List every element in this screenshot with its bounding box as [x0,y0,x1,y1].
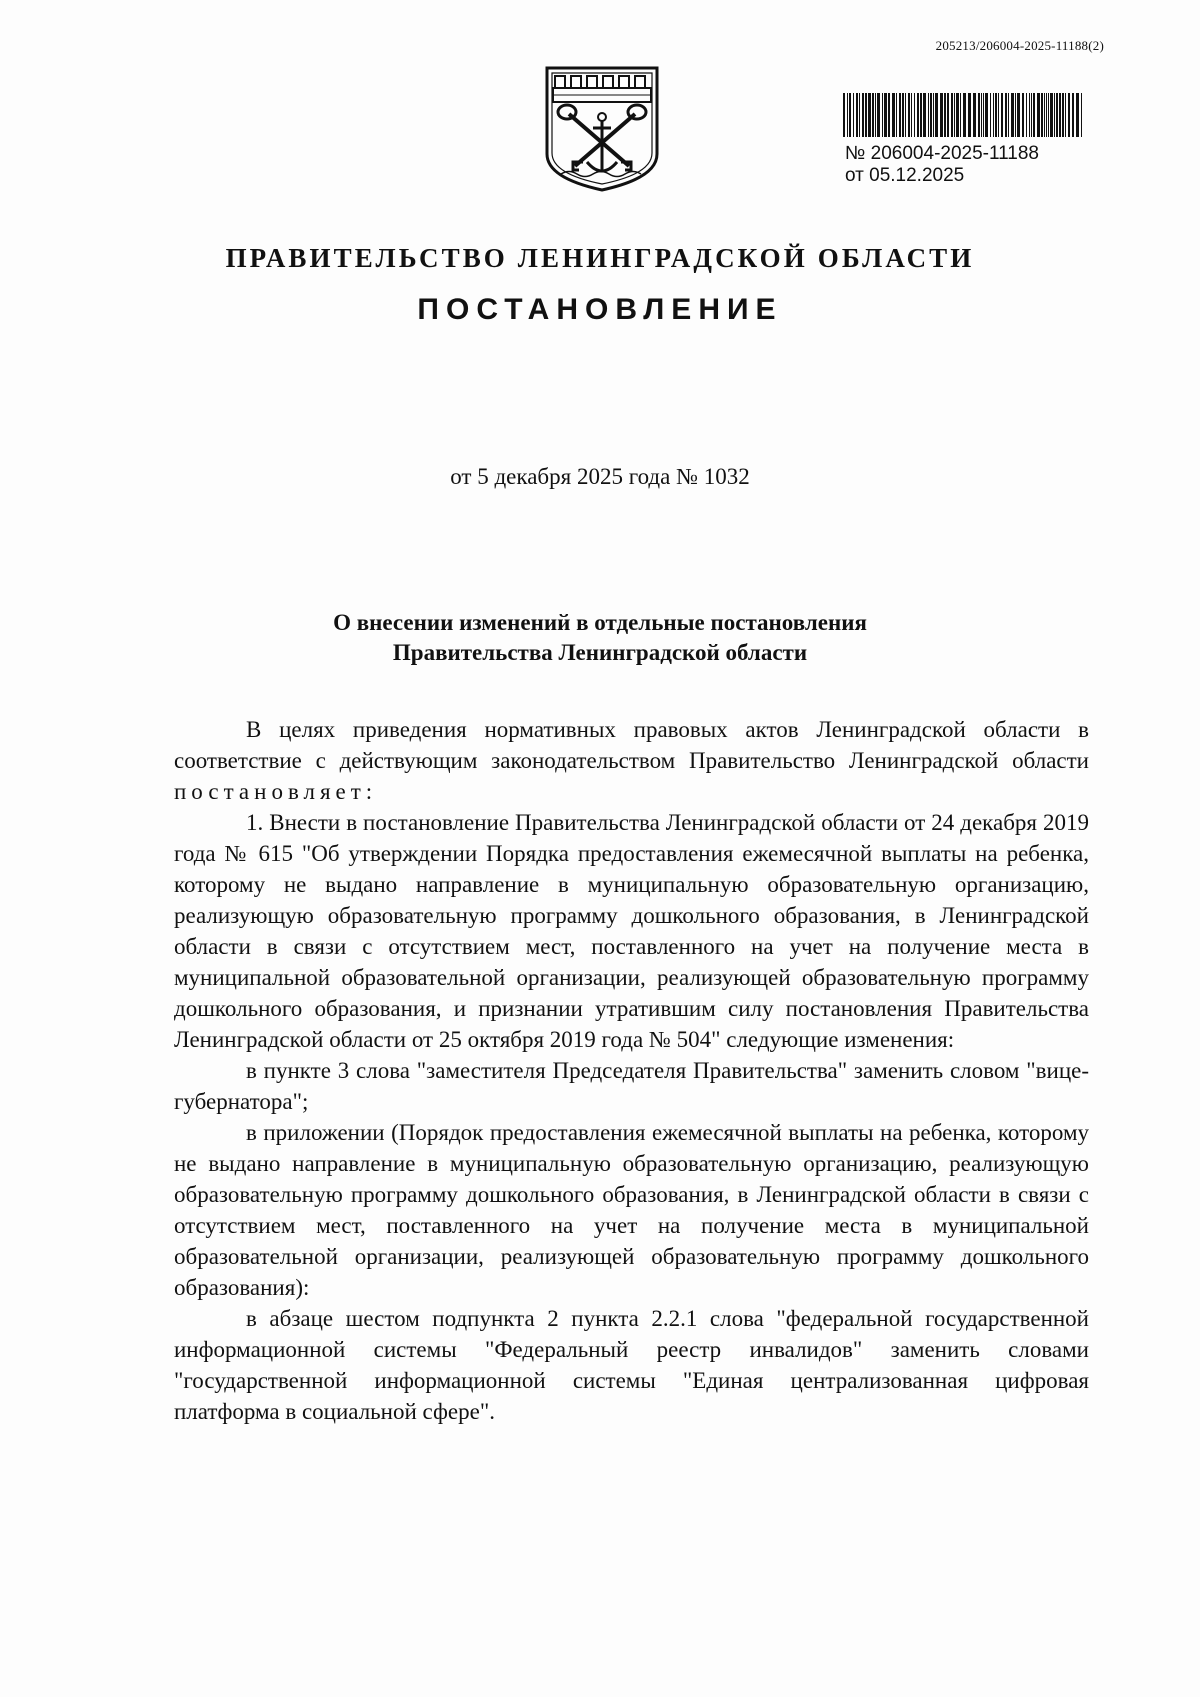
barcode-bar [998,93,999,137]
barcode-bar [951,93,953,137]
barcode-bar [981,93,982,137]
barcode-bar [1081,93,1082,137]
barcode-bar [985,93,988,137]
barcode-bar [1041,93,1043,137]
barcode-bar [1008,93,1009,137]
barcode-bar [902,93,904,137]
barcode-bar [983,93,984,137]
barcode-bar [908,93,910,137]
barcode-bar [1044,93,1045,137]
barcode-bar [1072,93,1074,137]
barcode-bar [1031,93,1032,137]
barcode-bar [1065,93,1066,137]
barcode-bar [954,93,955,137]
barcode-bar [1015,93,1016,137]
barcode-bar [1026,93,1027,137]
document-subject [0,608,1200,668]
registration-date: от 05.12.2025 [845,165,965,186]
barcode-bar [947,93,949,137]
barcode-bar [1076,93,1079,137]
barcode-bar [875,93,876,137]
document-body [174,714,1089,1427]
subject-line-1: О внесении изменений в отдельные постановления [333,610,867,635]
barcode-bar [933,93,934,137]
barcode-bar [990,93,991,137]
paragraph-amendment-1: в пункте 3 слова "заместителя Председателя Правительства" заменить словом "вице-губернатора"; [174,1058,1089,1114]
barcode-bar [1022,93,1024,137]
barcode-bar [877,93,880,137]
barcode-bar [940,93,943,137]
barcode-bar [853,93,854,137]
paragraph-amendment-2: в приложении (Порядок предоставления ежемесячной выплаты на ребенка, которому не выдано направление в муниципальную образовательную организацию, реализующую образовательную программу дошкольного образования, в Ленинградской области в связи с отсутствием мест, поставленного на учет на получение места в муниципальной образовательной организации, реализующей образовательную программу дошкольного образования): [174,1120,1089,1300]
barcode-bar [917,93,919,137]
barcode-bar [911,93,912,137]
barcode-bar [905,93,906,137]
barcode-bar [928,93,929,137]
barcode-bar [960,93,961,137]
barcode-bar [995,93,997,137]
barcode-bar [872,93,874,137]
barcode-bar [859,93,860,137]
registration-code: 205213/206004-2025-11188(2) [935,38,1104,53]
preamble-text: В целях приведения нормативных правовых актов Ленинградской области в соответствие с действующим законодательством Правительство Ленинградской области [174,717,1089,773]
barcode-bar [914,93,915,137]
barcode-bar [1029,93,1030,137]
barcode-bar [993,93,994,137]
barcode-bar [944,93,946,137]
barcode-bar [1005,93,1007,137]
barcode-bar [862,93,864,137]
barcode-bar [865,93,867,137]
barcode-bar [1059,93,1061,137]
barcode-bar [1017,93,1020,137]
barcode-bar [1068,93,1070,137]
barcode-bar [1050,93,1053,137]
barcode-bar [1046,93,1047,137]
decree-date: от 5 декабря 2025 года № 1032 [450,464,750,489]
barcode-bar [882,93,883,137]
barcode-bar [963,93,966,137]
barcode-bar [1033,93,1035,137]
barcode-bar [1011,93,1014,137]
barcode-bar [935,93,938,137]
barcode-bar [1056,93,1058,137]
barcode-bar [1062,93,1064,137]
barcode-bar [978,93,980,137]
barcode-bar [868,93,871,137]
registration-number: № 206004-2025-11188 [845,143,1039,164]
paragraph-item-1: 1. Внести в постановление Правительства Ленинградской области от 24 декабря 2019 года № 615 "Об утверждении Порядка предоставления ежемесячной выплаты на ребенка, которому не выдано направление в муниципальную образовательную организацию, реализующую образовательную программу дошкольного образования, в Ленинградской области в связи с отсутствием мест, поставленного на учет на получение места в муниципальной образовательной организации, реализующей образовательную программу дошкольного образования, и признании утратившим силу постановления Правительства Ленинградской области от 25 октября 2019 года № 504" следующие изменения: [174,810,1089,1052]
barcode-bar [888,93,890,137]
coat-of-arms-icon [541,62,663,196]
barcode-bar [849,93,851,137]
barcode-bar [892,93,895,137]
barcode-block [843,93,1093,187]
barcode-bar [856,93,858,137]
barcode-bar [847,93,848,137]
government-title: ПРАВИТЕЛЬСТВО ЛЕНИНГРАДСКОЙ ОБЛАСТИ [225,243,975,273]
barcode-bar [1037,93,1040,137]
paragraph-preamble [174,714,1089,807]
barcode-bar [884,93,887,137]
barcode-icon [843,93,1087,137]
document-type: ПОСТАНОВЛЕНИЕ [417,293,783,326]
barcode-bar [1054,93,1055,137]
barcode-bar [1048,93,1049,137]
barcode-bar [896,93,897,137]
preamble-decree-word: постановляет: [174,779,378,804]
barcode-bar [956,93,959,137]
barcode-bar [920,93,922,137]
barcode-bar [930,93,932,137]
barcode-bar [899,93,901,137]
barcode-bar [968,93,971,137]
barcode-bar [843,93,845,137]
barcode-bar [1001,93,1003,137]
subject-line-2: Правительства Ленинградской области [392,640,808,665]
barcode-bar [923,93,926,137]
paragraph-amendment-3: в абзаце шестом подпункта 2 пункта 2.2.1 слова "федеральной государственной информационной системы "Федеральный реестр инвалидов" заменить словами "государственной информационной системы "Единая централизованная цифровая платформа в социальной сфере". [174,1306,1089,1424]
barcode-bar [973,93,976,137]
